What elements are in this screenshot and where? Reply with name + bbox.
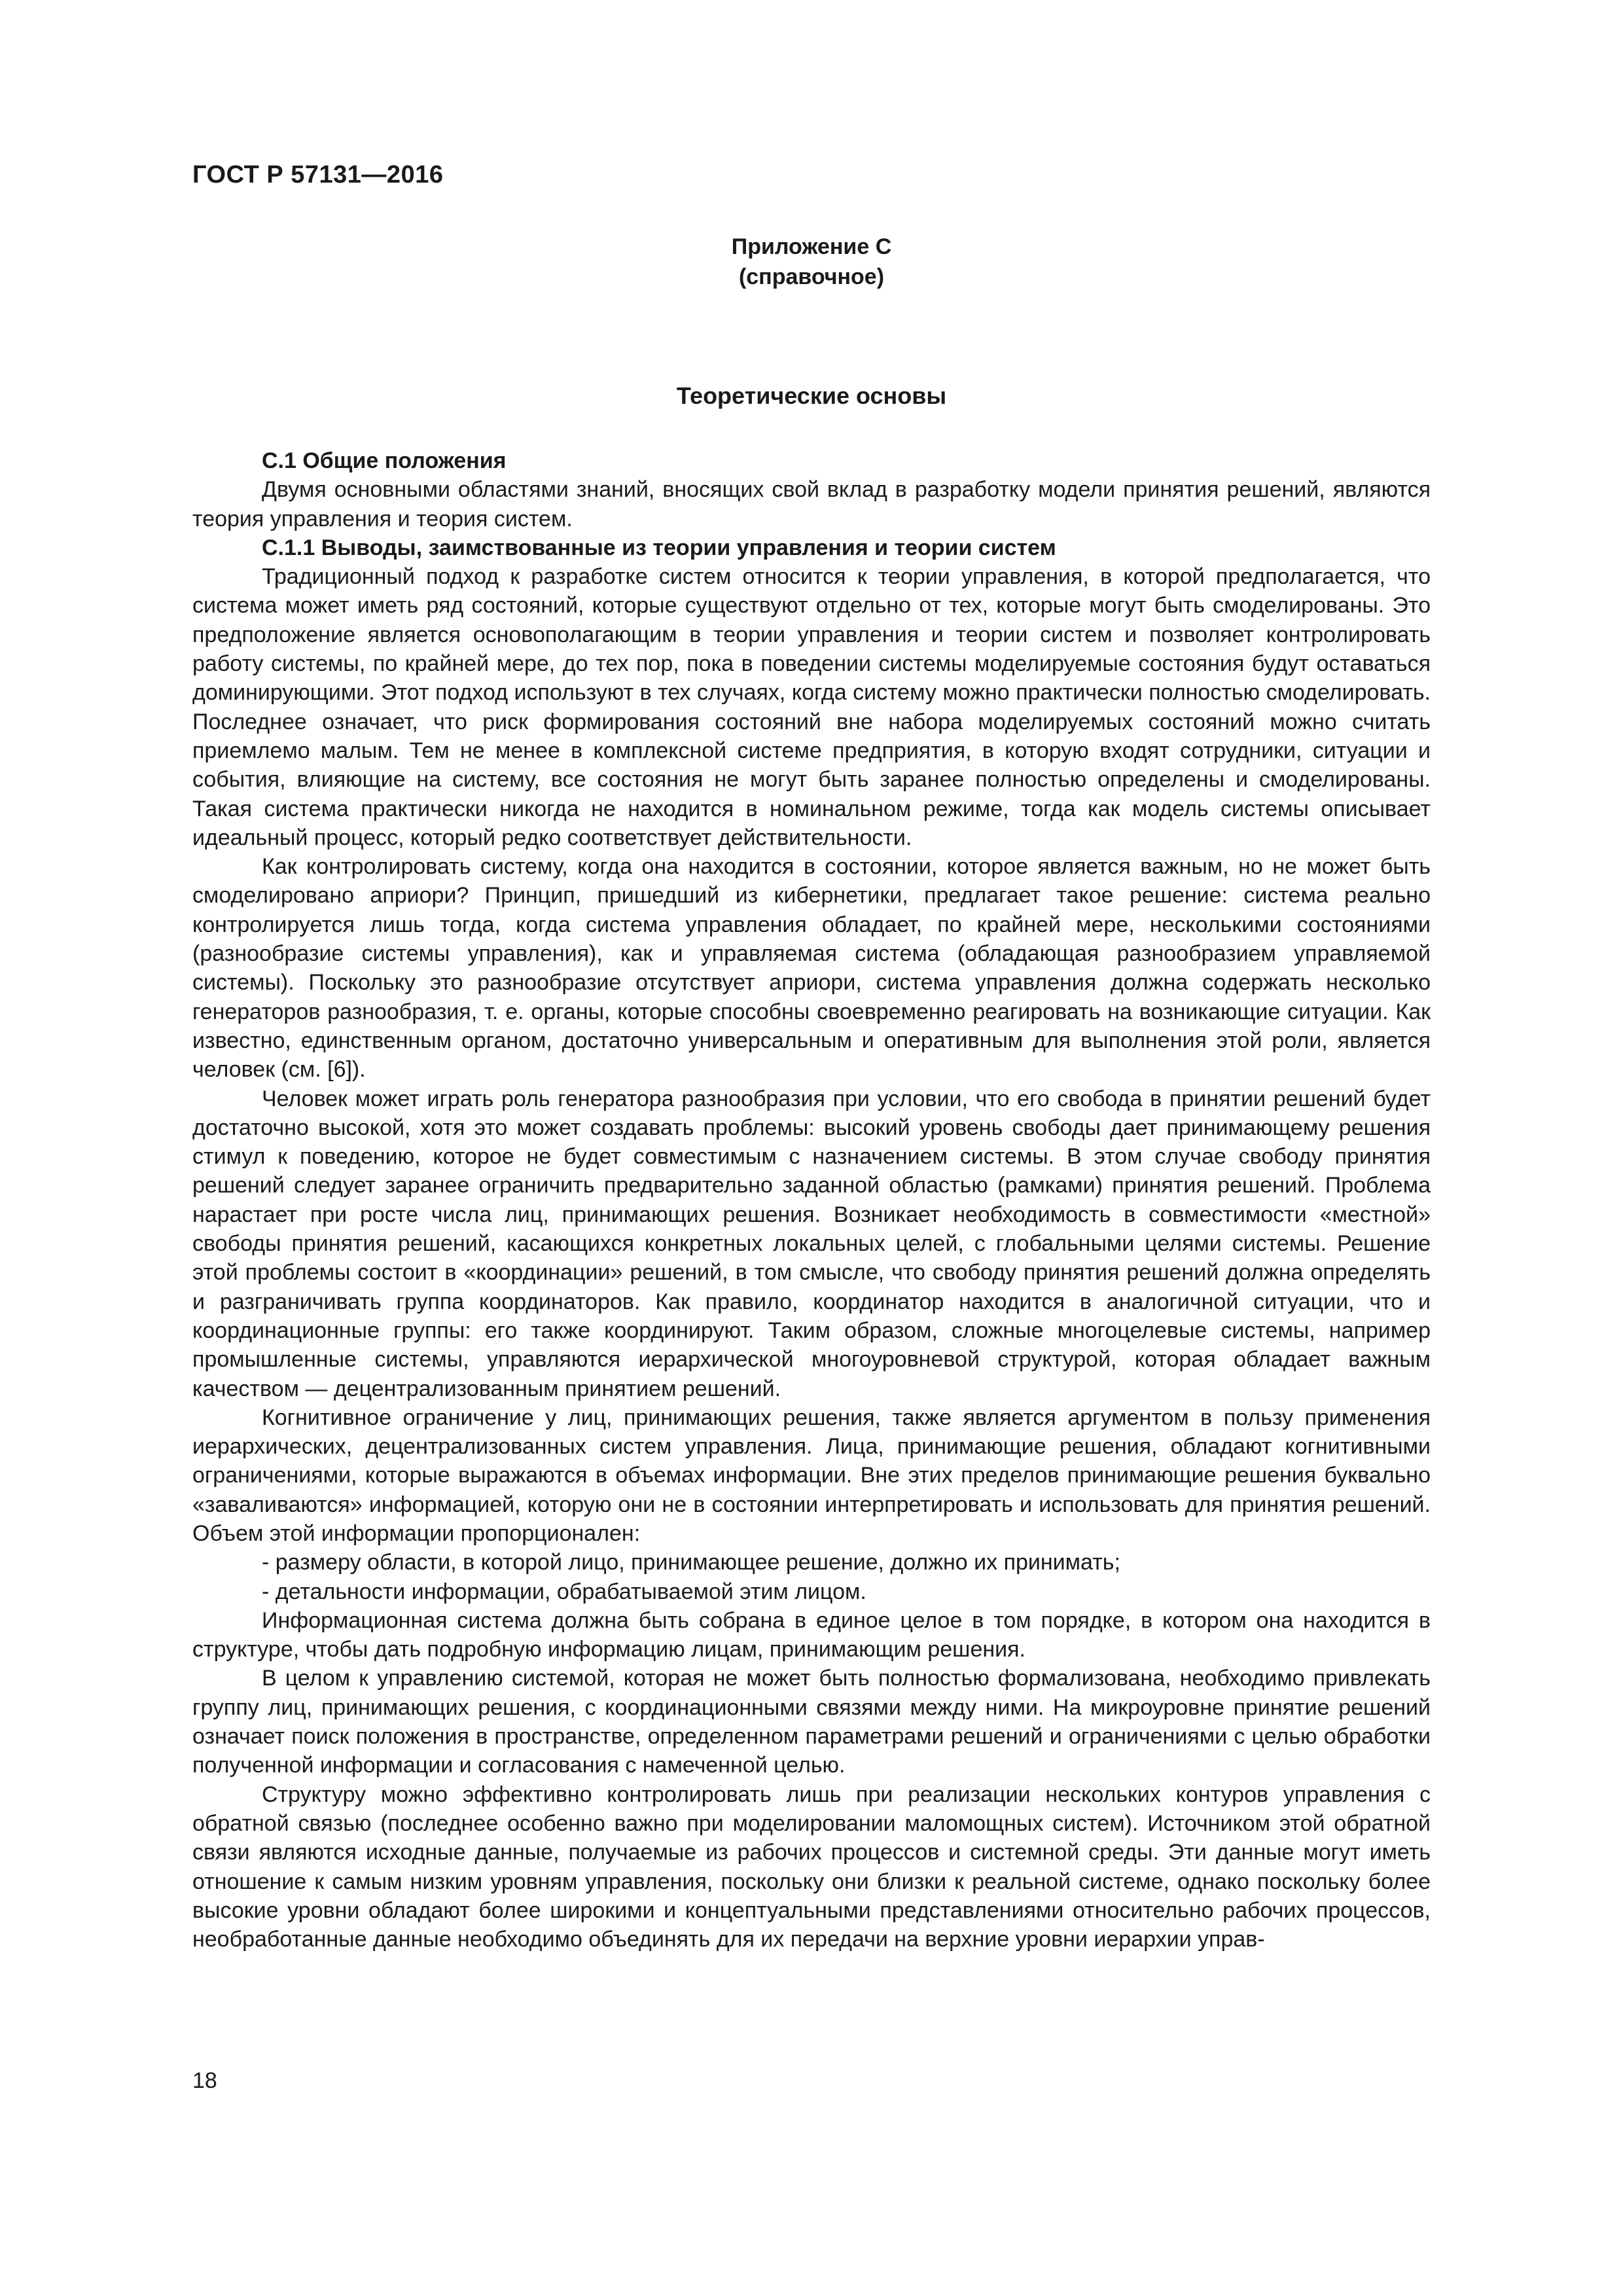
paragraph-7: Структуру можно эффективно контролировать лишь при реализации нескольких контуров управления с обратной связью (последнее особенно важно при моделировании маломощных систем). Источником этой обратной связи являются исходные данные, получаемые из рабочих процессов и системной среды. Эти данные могут иметь отношение к самым низким уровням управления, поскольку они близки к реальной системе, однако поскольку более высокие уровни обладают более широкими и концептуальными представлениями относительно рабочих процессов, необработанные данные необходимо объединять для их передачи на верхние уровни иерархии управ- <box>192 1782 1431 1952</box>
paragraph-c1-intro: Двумя основными областями знаний, вносящих свой вклад в разработку модели принятия решений, являются теория управления и теория систем. <box>192 477 1431 531</box>
section-title: Теоретические основы <box>676 382 947 409</box>
paragraph-3: Человек может играть роль генератора разнообразия при условии, что его свобода в принятии решений будет достаточно высокой, хотя это может создавать проблемы: высокий уровень свободы дает принимающему решения стимул к поведению, которое не будет совместимым с назначением системы. В этом случае свободу принятия решений следует заранее ограничить предварительно заданной областью (рамками) принятия решений. Проблема нарастает при росте числа лиц, принимающих решения. Возникает необходимость в совместимости «местной» свободы принятия решений, касающихся конкретных локальных целей, с глобальными целями системы. Решение этой проблемы состоит в «координации» решений, в том смысле, что свободу принятия решений должна определять и разграничивать группа координаторов. Как правило, координатор находится в аналогичной ситуации, что и координационные группы: его также координируют. Таким образом, сложные многоцелевые системы, например промышленные системы, управляются иерархической многоуровневой структурой, которая обладает важным качеством — децентрализованным принятием решений. <box>192 1086 1431 1401</box>
paragraph-2: Как контролировать систему, когда она находится в состоянии, которое является важным, но не может быть смоделировано априори? Принцип, пришедший из кибернетики, предлагает такое решение: система реально контролируется лишь тогда, когда система управления обладает, по крайней мере, несколькими состояниями (разнообразие системы управления), как и управляемая система (обладающая разнообразием управляемой системы). Поскольку это разнообразие отсутствует априори, система управления должна содержать несколько генераторов разнообразия, т. е. органы, которые способны своевременно реагировать на возникающие ситуации. Как известно, единственным органом, достаточно универсальным и оперативным для выполнения этой роли, является человек (см. [6]). <box>192 854 1431 1083</box>
paragraph-6: В целом к управлению системой, которая не может быть полностью формализована, необходимо привлекать группу лиц, принимающих решения, с координационными связями между ними. На микроуровне принятие решений означает поиск положения в пространстве, определенном параметрами решений и ограничениями с целью обработки полученной информации и согласования с намеченной целью. <box>192 1666 1431 1778</box>
page-number: 18 <box>192 2068 217 2093</box>
document-code: ГОСТ Р 57131—2016 <box>192 161 444 188</box>
body-text <box>192 446 1431 1954</box>
section-heading-c1-1: С.1.1 Выводы, заимствованные из теории управления и теории систем <box>262 535 1056 560</box>
appendix-title: Приложение С <box>731 234 892 259</box>
paragraph-5: Информационная система должна быть собрана в единое целое в том порядке, в котором она находится в структуре, чтобы дать подробную информацию лицам, принимающим решения. <box>192 1607 1431 1662</box>
appendix-subtitle: (справочное) <box>738 264 885 289</box>
paragraph-1: Традиционный подход к разработке систем относится к теории управления, в которой предполагается, что система может иметь ряд состояний, которые существуют отдельно от тех, которые могут быть смоделированы. Это предположение является основополагающим в теории управления и теории систем и позволяет контролировать работу системы, по крайней мере, до тех пор, пока в поведении системы моделируемые состояния будут оставаться доминирующими. Этот подход используют в тех случаях, когда систему можно практически полностью смоделировать. Последнее означает, что риск формирования состояний вне набора моделируемых состояний можно считать приемлемо малым. Тем не менее в комплексной системе предприятия, в которую входят сотрудники, ситуации и события, влияющие на систему, все состояния не могут быть заранее полностью определены и смоделированы. Такая система практически никогда не находится в номинальном режиме, тогда как модель системы описывает идеальный процесс, который редко соответствует действительности. <box>192 564 1431 850</box>
paragraph-4: Когнитивное ограничение у лиц, принимающих решения, также является аргументом в пользу применения иерархических, децентрализованных систем управления. Лица, принимающие решения, обладают когнитивными ограничениями, которые выражаются в объемах информации. Вне этих пределов принимающие решения буквально «заваливаются» информацией, которую они не в состоянии интерпретировать и использовать для принятия решений. Объем этой информации пропорционален: <box>192 1405 1431 1546</box>
list-item: - детальности информации, обрабатываемой этим лицом. <box>262 1579 866 1604</box>
list-item: - размеру области, в которой лицо, принимающее решение, должно их принимать; <box>262 1550 1120 1575</box>
section-heading-c1: С.1 Общие положения <box>262 448 507 473</box>
appendix-heading <box>192 232 1431 292</box>
